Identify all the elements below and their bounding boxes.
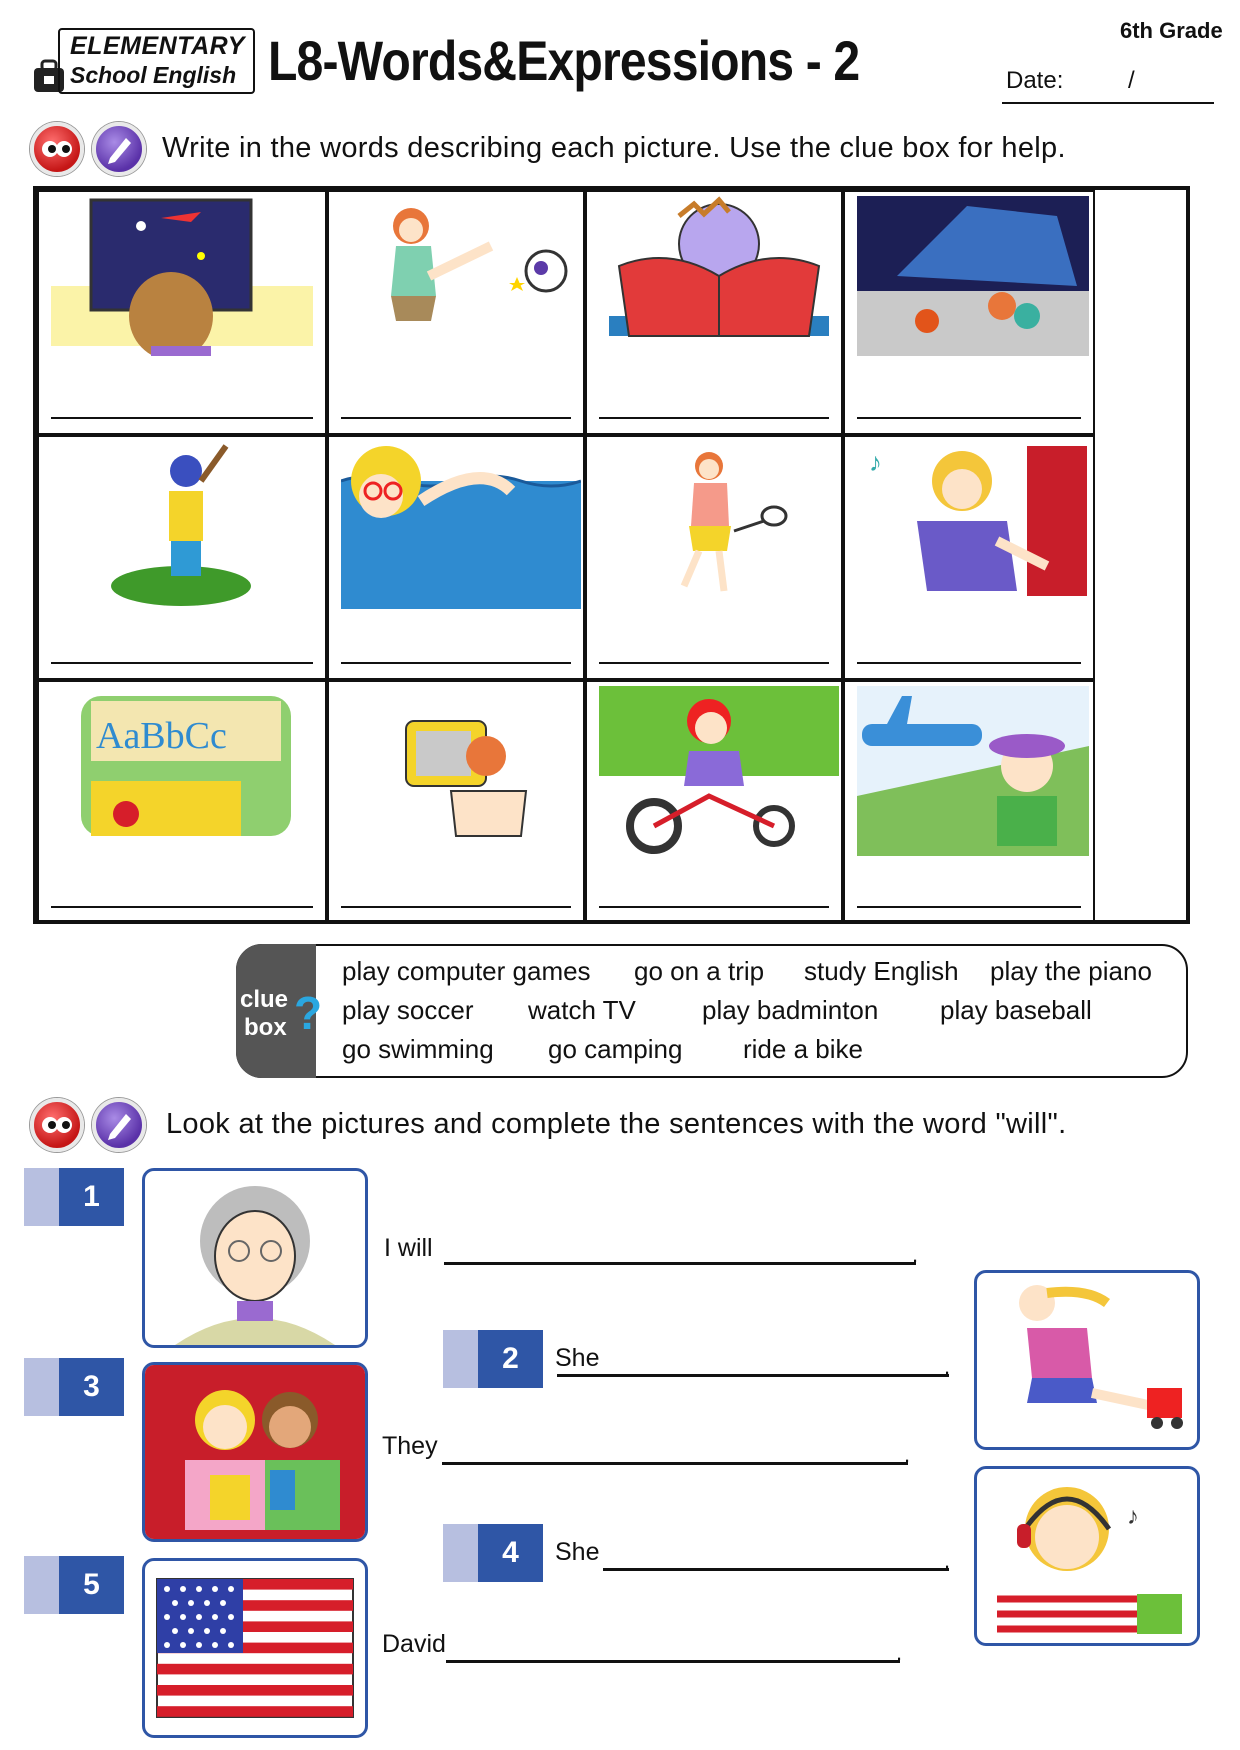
answer-line-2[interactable]: [557, 1374, 949, 1377]
grid-cell-12: [843, 680, 1095, 924]
answer-line[interactable]: [857, 906, 1081, 908]
grid-cell-7: [585, 435, 843, 680]
question-mark-icon: ?: [294, 987, 323, 1039]
sentence-end-3: .: [904, 1442, 911, 1467]
clue-word: ride a bike: [743, 1034, 863, 1064]
answer-line[interactable]: [599, 906, 829, 908]
answer-line-3[interactable]: [442, 1462, 908, 1465]
answer-line-1[interactable]: [444, 1262, 916, 1265]
answer-line-4[interactable]: [603, 1568, 949, 1571]
clue-word: play soccer: [342, 995, 474, 1025]
date-label: Date:: [1006, 67, 1064, 94]
grid-cell-6: [327, 435, 585, 680]
grid-cell-4: [843, 190, 1095, 435]
answer-line[interactable]: [51, 906, 313, 908]
picture-4: [974, 1466, 1200, 1646]
section1-instruction: [30, 122, 1150, 178]
badminton-icon: [599, 441, 839, 611]
computer-game-icon: [51, 196, 313, 356]
tv-icon: [341, 686, 581, 856]
date-separator: /: [1128, 67, 1135, 94]
sentence-end-2: .: [944, 1354, 951, 1379]
answer-line[interactable]: [341, 906, 571, 908]
sentence-end-1: .: [912, 1242, 919, 1267]
baseball-icon: [51, 441, 313, 611]
box-label: box: [244, 1014, 287, 1041]
answer-line[interactable]: [599, 417, 829, 419]
clue-box: [236, 944, 1188, 1078]
number-badge-1: 1: [24, 1168, 124, 1226]
grid-cell-11: [585, 680, 843, 924]
book-icon: [599, 196, 839, 356]
grid-cell-1: [37, 190, 327, 435]
number-badge-4: 4: [443, 1524, 543, 1582]
camping-icon: [857, 196, 1089, 356]
picture-2: [974, 1270, 1200, 1450]
sentence-prefix-3: They: [382, 1432, 438, 1460]
logo-text-elementary: ELEMENTARY: [70, 32, 245, 60]
picture-5: [142, 1558, 368, 1738]
clue-word: play badminton: [702, 995, 879, 1025]
swimming-icon: [341, 441, 581, 611]
clue-word: play the piano: [990, 956, 1152, 986]
number-badge-5: 5: [24, 1556, 124, 1614]
instruction-text: Look at the pictures and complete the sentences with the word "will".: [166, 1108, 1067, 1140]
answer-line-5[interactable]: [446, 1660, 900, 1663]
answer-line[interactable]: [857, 417, 1081, 419]
picture-grid: [33, 186, 1190, 924]
grandmother-icon: [145, 1171, 365, 1345]
answer-line[interactable]: [599, 662, 829, 664]
grade-label: 6th Grade: [1120, 18, 1223, 43]
grid-cell-10: [327, 680, 585, 924]
logo: [30, 28, 255, 94]
sentence-prefix-4: She: [555, 1538, 600, 1566]
answer-line[interactable]: [51, 417, 313, 419]
instruction-text: Write in the words describing each picture. Use the clue box for help.: [162, 132, 1066, 164]
clue-word: play baseball: [940, 995, 1092, 1025]
sentence-end-4: .: [944, 1548, 951, 1573]
logo-text-school-english: School English: [70, 62, 237, 88]
grid-cell-5: [37, 435, 327, 680]
usa-flag-icon: [145, 1561, 365, 1735]
pencil-icon: [92, 122, 146, 176]
picture-3: [142, 1362, 368, 1542]
svg-text:♪: ♪: [869, 447, 882, 477]
page-title: L8-Words&Expressions - 2: [268, 29, 860, 92]
clue-word: watch TV: [528, 995, 636, 1025]
svg-text:AaBbCc: AaBbCc: [96, 715, 227, 757]
answer-line[interactable]: [857, 662, 1081, 664]
eyes-icon: [30, 122, 84, 176]
clue-word: go camping: [548, 1034, 683, 1064]
answer-line[interactable]: [51, 662, 313, 664]
number-badge-3: 3: [24, 1358, 124, 1416]
clue-word: go on a trip: [634, 956, 765, 986]
section2-instruction: [30, 1098, 1150, 1154]
music-headphones-icon: [977, 1469, 1197, 1643]
svg-text:♪: ♪: [1127, 1503, 1139, 1530]
answer-line[interactable]: [341, 417, 571, 419]
airplane-trip-icon: [857, 686, 1089, 856]
roller-skating-girl-icon: [977, 1273, 1197, 1447]
sentence-prefix-1: I will: [384, 1234, 433, 1262]
bike-icon: [599, 686, 839, 856]
grid-cell-3: [585, 190, 843, 435]
clue-word: play computer games: [342, 956, 591, 986]
answer-line[interactable]: [341, 662, 571, 664]
sentence-end-5: .: [896, 1640, 903, 1665]
pencil-icon: [92, 1098, 146, 1152]
clue-word: go swimming: [342, 1034, 494, 1064]
date-field[interactable]: [1002, 102, 1214, 104]
movie-theater-icon: [145, 1365, 365, 1539]
number-badge-2: 2: [443, 1330, 543, 1388]
sentence-prefix-5: David: [382, 1630, 446, 1658]
eyes-icon: [30, 1098, 84, 1152]
alphabet-icon: [51, 686, 313, 856]
sentence-prefix-2: She: [555, 1344, 600, 1372]
grid-cell-9: [37, 680, 327, 924]
piano-icon: [857, 441, 1089, 611]
clue-word: study English: [804, 956, 959, 986]
clue-label: clue: [240, 986, 289, 1013]
grid-cell-2: [327, 190, 585, 435]
picture-1: [142, 1168, 368, 1348]
soccer-icon: [341, 196, 581, 356]
grid-cell-8: [843, 435, 1095, 680]
